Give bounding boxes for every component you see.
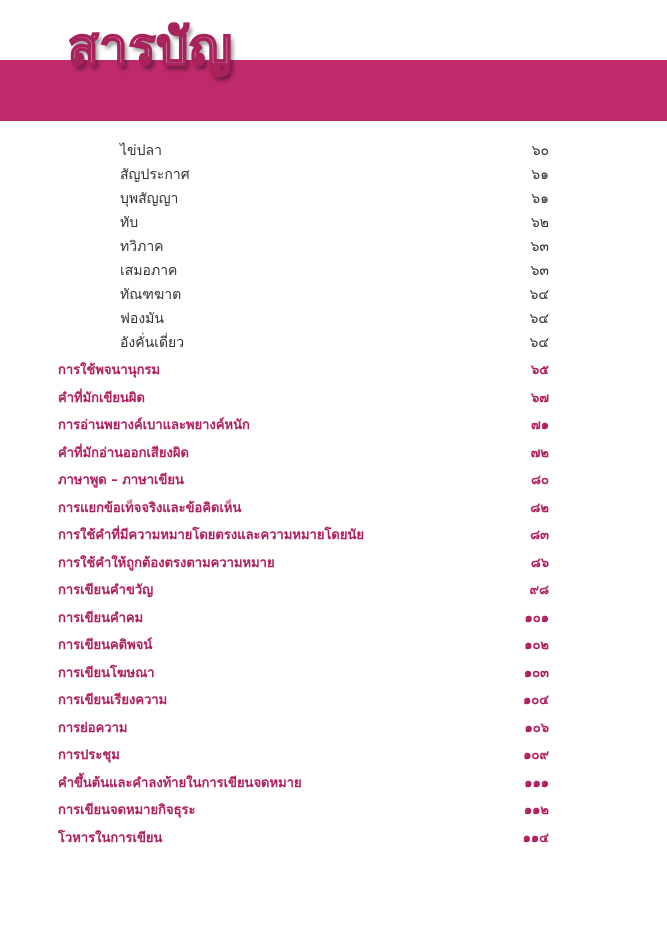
- entry-label: การใช้พจนานุกรม: [58, 363, 161, 378]
- toc-entry[interactable]: [0, 415, 667, 437]
- entry-label: เสมอภาค: [120, 263, 178, 279]
- entry-label: การเขียนคติพจน์: [58, 638, 153, 653]
- page-number: ๖๗: [530, 390, 549, 406]
- entry-label: การเขียนจดหมายกิจธุระ: [58, 803, 196, 818]
- toc-entry[interactable]: [0, 388, 667, 410]
- toc-entry[interactable]: [0, 690, 667, 712]
- entry-label: การใช้คำที่มีความหมายโดยตรงและความหมายโดยนัย: [58, 528, 364, 543]
- toc-subentry[interactable]: [0, 308, 667, 330]
- page-number: ๖๐: [531, 143, 549, 159]
- page-number: ๖๓: [530, 263, 549, 279]
- entry-label: การย่อความ: [58, 720, 128, 736]
- page-number: ๖๓: [530, 239, 549, 255]
- entry-label: คำที่มักอ่านออกเสียงผิด: [58, 445, 189, 461]
- entry-label: ทับ: [120, 215, 139, 231]
- page-number: ๖๕: [530, 363, 549, 378]
- toc-entry[interactable]: [0, 745, 667, 767]
- toc-entry[interactable]: [0, 800, 667, 822]
- toc-entry[interactable]: [0, 443, 667, 465]
- entry-label: อังคั่นเดี่ยว: [120, 335, 185, 351]
- entry-label: การเขียนเรียงความ: [58, 693, 168, 708]
- entry-label: สัญประกาศ: [120, 167, 190, 183]
- entry-label: การประชุม: [58, 748, 120, 763]
- page-number: ๖๑: [531, 167, 549, 183]
- toc-subentry[interactable]: [0, 284, 667, 306]
- page-number: ๑๐๓: [523, 665, 549, 681]
- entry-label: การอ่านพยางค์เบาและพยางค์หนัก: [58, 418, 250, 433]
- entry-label: การเขียนคำคม: [58, 610, 144, 626]
- page-number: ๗๑: [530, 418, 549, 433]
- toc-subentry[interactable]: [0, 332, 667, 354]
- toc-entry[interactable]: [0, 360, 667, 382]
- page-number: ๑๐๖: [524, 720, 549, 736]
- toc-entry[interactable]: [0, 608, 667, 630]
- entry-label: การแยกข้อเท็จจริงและข้อคิดเห็น: [58, 500, 242, 516]
- toc-subentry[interactable]: [0, 140, 667, 162]
- page-number: ๑๐๑: [524, 610, 549, 626]
- toc-entry[interactable]: [0, 718, 667, 740]
- toc-entry[interactable]: [0, 663, 667, 685]
- page-number: ๑๑๔: [522, 830, 549, 846]
- page-number: ๑๐๙: [523, 748, 549, 763]
- toc-subentry[interactable]: [0, 260, 667, 282]
- entry-label: ไข่ปลา: [120, 143, 162, 159]
- toc-subentry[interactable]: [0, 164, 667, 186]
- page-number: ๖๔: [529, 335, 549, 351]
- page-number: ๑๐๔: [522, 693, 549, 708]
- page-number: ๘๒: [530, 500, 549, 516]
- entry-label: ทวิภาค: [120, 239, 164, 255]
- toc-subentry[interactable]: [0, 236, 667, 258]
- entry-label: การเขียนโฆษณา: [58, 665, 155, 681]
- entry-label: คำขึ้นต้นและคำลงท้ายในการเขียนจดหมาย: [58, 775, 302, 791]
- page-number: ๑๑๑: [524, 775, 549, 791]
- toc-entry[interactable]: [0, 580, 667, 602]
- page-number: ๗๒: [530, 445, 549, 461]
- entry-label: บุพสัญญา: [120, 191, 179, 207]
- page-number: ๘๓: [530, 528, 549, 543]
- toc-subentry[interactable]: [0, 212, 667, 234]
- toc-entry[interactable]: [0, 828, 667, 850]
- page-number: ๖๔: [529, 311, 549, 327]
- entry-label: การเขียนคำขวัญ: [58, 583, 154, 598]
- entry-label: ทัณฑฆาต: [120, 287, 182, 303]
- page-number: ๖๑: [531, 191, 549, 207]
- toc-entry[interactable]: [0, 525, 667, 547]
- entry-label: ฟองมัน: [120, 311, 164, 327]
- page-number: ๘๐: [531, 473, 549, 488]
- entry-label: ภาษาพูด – ภาษาเขียน: [58, 473, 184, 488]
- page-number: ๘๖: [530, 555, 549, 571]
- toc-entry[interactable]: [0, 773, 667, 795]
- page-title: สารบัญ: [68, 18, 233, 76]
- page-number: ๑๐๒: [524, 638, 549, 653]
- toc-subentry[interactable]: [0, 188, 667, 210]
- page-number: ๖๒: [530, 215, 549, 231]
- toc-entry[interactable]: [0, 498, 667, 520]
- page-number: ๑๑๒: [523, 803, 549, 818]
- entry-label: คำที่มักเขียนผิด: [58, 390, 145, 406]
- toc-entry[interactable]: [0, 553, 667, 575]
- entry-label: โวหารในการเขียน: [58, 830, 163, 846]
- page-number: ๖๔: [529, 287, 549, 303]
- toc-entry[interactable]: [0, 635, 667, 657]
- page-number: ๙๘: [529, 583, 549, 598]
- entry-label: การใช้คำให้ถูกต้องตรงตามความหมาย: [58, 555, 275, 571]
- toc-entry[interactable]: [0, 470, 667, 492]
